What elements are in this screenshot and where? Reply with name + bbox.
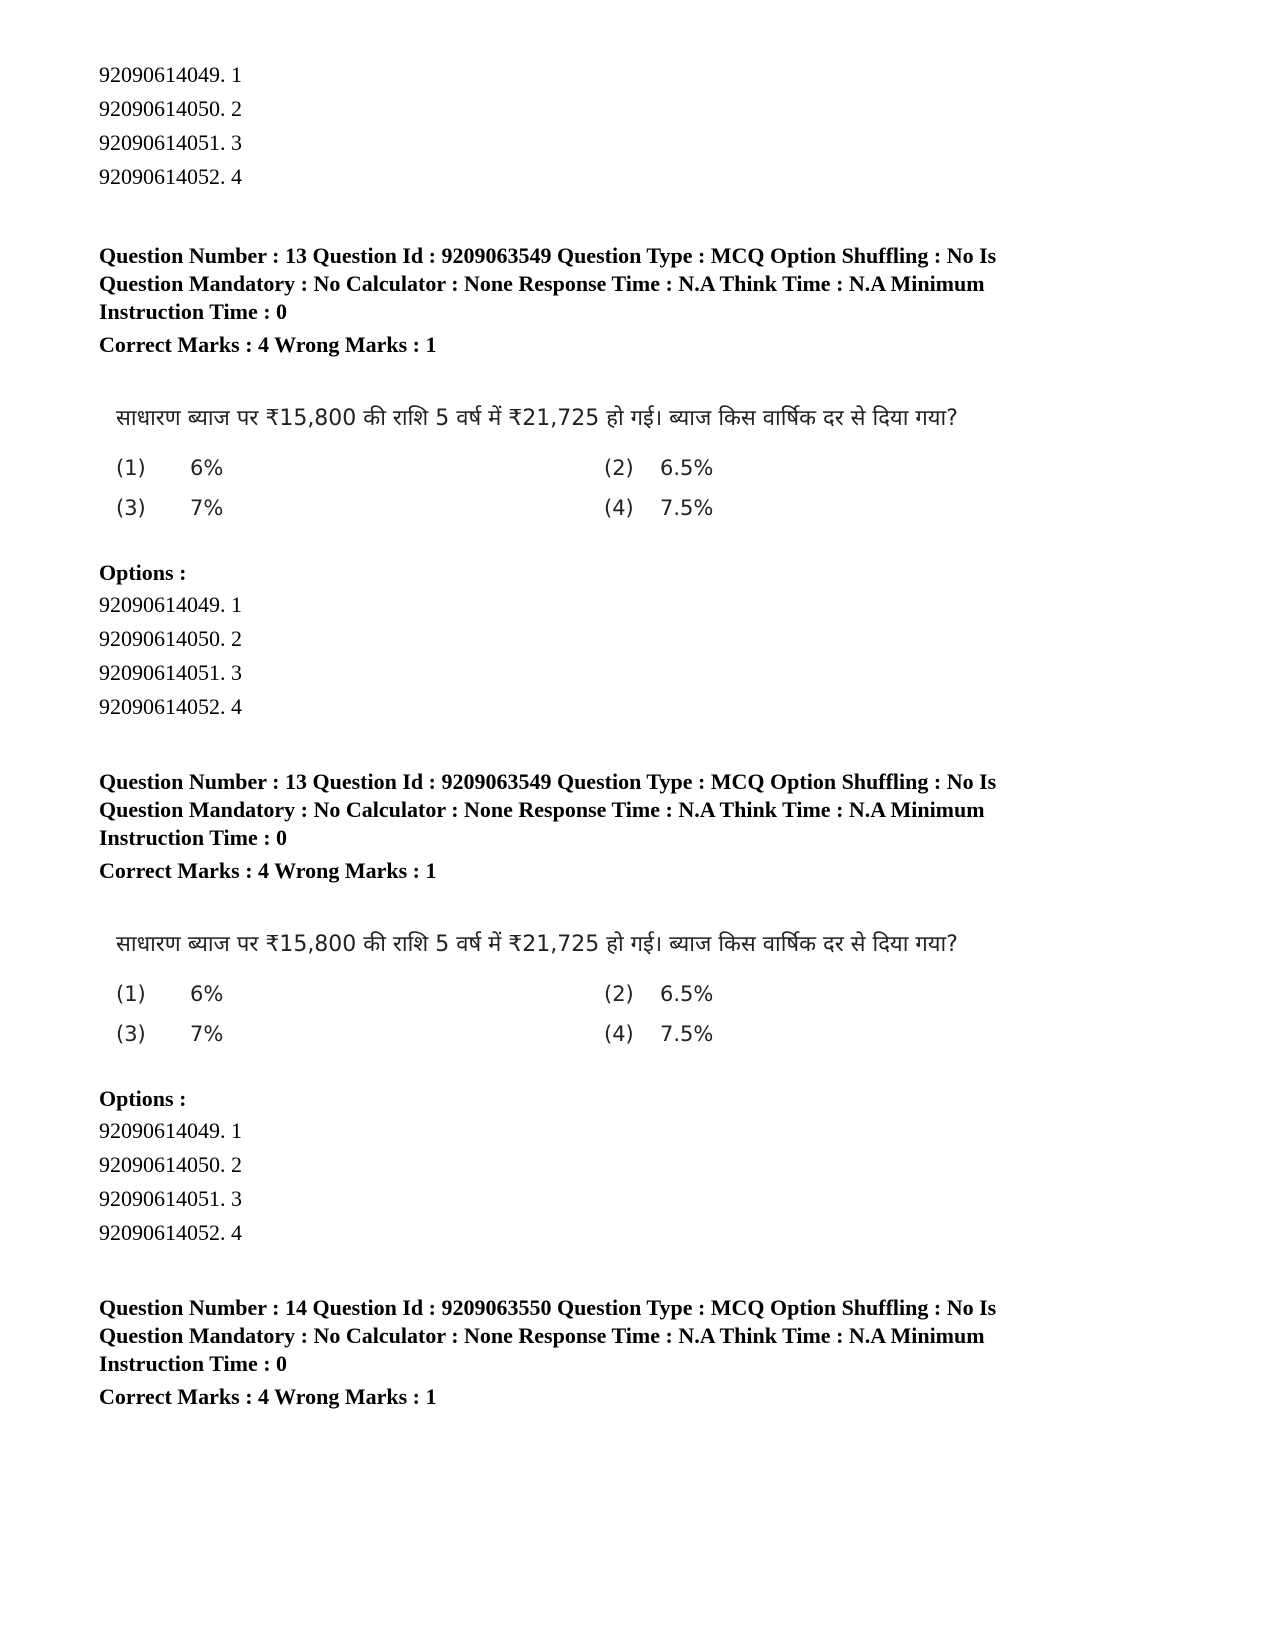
- choice-text: 7%: [190, 1022, 224, 1046]
- choice-number: (3): [116, 496, 146, 520]
- choice-number: (2): [604, 456, 634, 480]
- choice-3: [116, 496, 223, 520]
- question-header-line: Question Number : 13 Question Id : 9209063549 Question Type : MCQ Option Shuffling : No Is: [99, 769, 997, 794]
- question-header-line: Question Mandatory : No Calculator : None Response Time : N.A Think Time : N.A Minimum: [99, 1323, 985, 1348]
- choice-text: 6%: [190, 456, 224, 480]
- choice-number: (2): [604, 982, 634, 1006]
- marks-line: Correct Marks : 4 Wrong Marks : 1: [99, 1384, 437, 1409]
- question-header-line: Question Mandatory : No Calculator : None Response Time : N.A Think Time : N.A Minimum: [99, 797, 985, 822]
- option-line: 92090614052. 4: [99, 694, 242, 719]
- choice-text: 7.5%: [660, 1022, 714, 1046]
- choice-1: [116, 456, 223, 480]
- choice-number: (3): [116, 1022, 146, 1046]
- question-header-line: Question Mandatory : No Calculator : None Response Time : N.A Think Time : N.A Minimum: [99, 271, 985, 296]
- option-line: 92090614049. 1: [99, 592, 242, 617]
- option-line: 92090614052. 4: [99, 1220, 242, 1245]
- choice-4: [604, 496, 713, 520]
- option-line: 92090614051. 3: [99, 660, 242, 685]
- choice-text: 6.5%: [660, 456, 714, 480]
- option-line: 92090614051. 3: [99, 130, 242, 155]
- choice-4: [604, 1022, 713, 1046]
- marks-line: Correct Marks : 4 Wrong Marks : 1: [99, 332, 437, 357]
- question-header-line: Instruction Time : 0: [99, 1351, 288, 1376]
- choice-2: [604, 982, 713, 1006]
- choice-number: (1): [116, 982, 146, 1006]
- choice-number: (1): [116, 456, 146, 480]
- question-text: साधारण ब्याज पर ₹15,800 की राशि 5 वर्ष में ₹21,725 हो गई। ब्याज किस वार्षिक दर से दिया गया?: [116, 932, 958, 957]
- choice-text: 7%: [190, 496, 224, 520]
- choice-text: 6%: [190, 982, 224, 1006]
- question-content: [112, 928, 1012, 1068]
- question-header-line: Question Number : 13 Question Id : 9209063549 Question Type : MCQ Option Shuffling : No Is: [99, 243, 997, 268]
- options-label: Options :: [99, 1086, 187, 1111]
- option-line: 92090614052. 4: [99, 164, 242, 189]
- choice-text: 6.5%: [660, 982, 714, 1006]
- marks-line: Correct Marks : 4 Wrong Marks : 1: [99, 858, 437, 883]
- choice-number: (4): [604, 1022, 634, 1046]
- choice-text: 7.5%: [660, 496, 714, 520]
- options-label: Options :: [99, 560, 187, 585]
- question-header-line: Question Number : 14 Question Id : 9209063550 Question Type : MCQ Option Shuffling : No Is: [99, 1295, 997, 1320]
- choice-number: (4): [604, 496, 634, 520]
- choice-2: [604, 456, 713, 480]
- question-text: साधारण ब्याज पर ₹15,800 की राशि 5 वर्ष में ₹21,725 हो गई। ब्याज किस वार्षिक दर से दिया गया?: [116, 406, 958, 431]
- option-line: 92090614051. 3: [99, 1186, 242, 1211]
- question-header-line: Instruction Time : 0: [99, 299, 288, 324]
- choice-3: [116, 1022, 223, 1046]
- option-line: 92090614049. 1: [99, 1118, 242, 1143]
- question-content: [112, 402, 1012, 542]
- choice-1: [116, 982, 223, 1006]
- option-line: 92090614050. 2: [99, 1152, 242, 1177]
- option-line: 92090614049. 1: [99, 62, 242, 87]
- question-header-line: Instruction Time : 0: [99, 825, 288, 850]
- option-line: 92090614050. 2: [99, 626, 242, 651]
- option-line: 92090614050. 2: [99, 96, 242, 121]
